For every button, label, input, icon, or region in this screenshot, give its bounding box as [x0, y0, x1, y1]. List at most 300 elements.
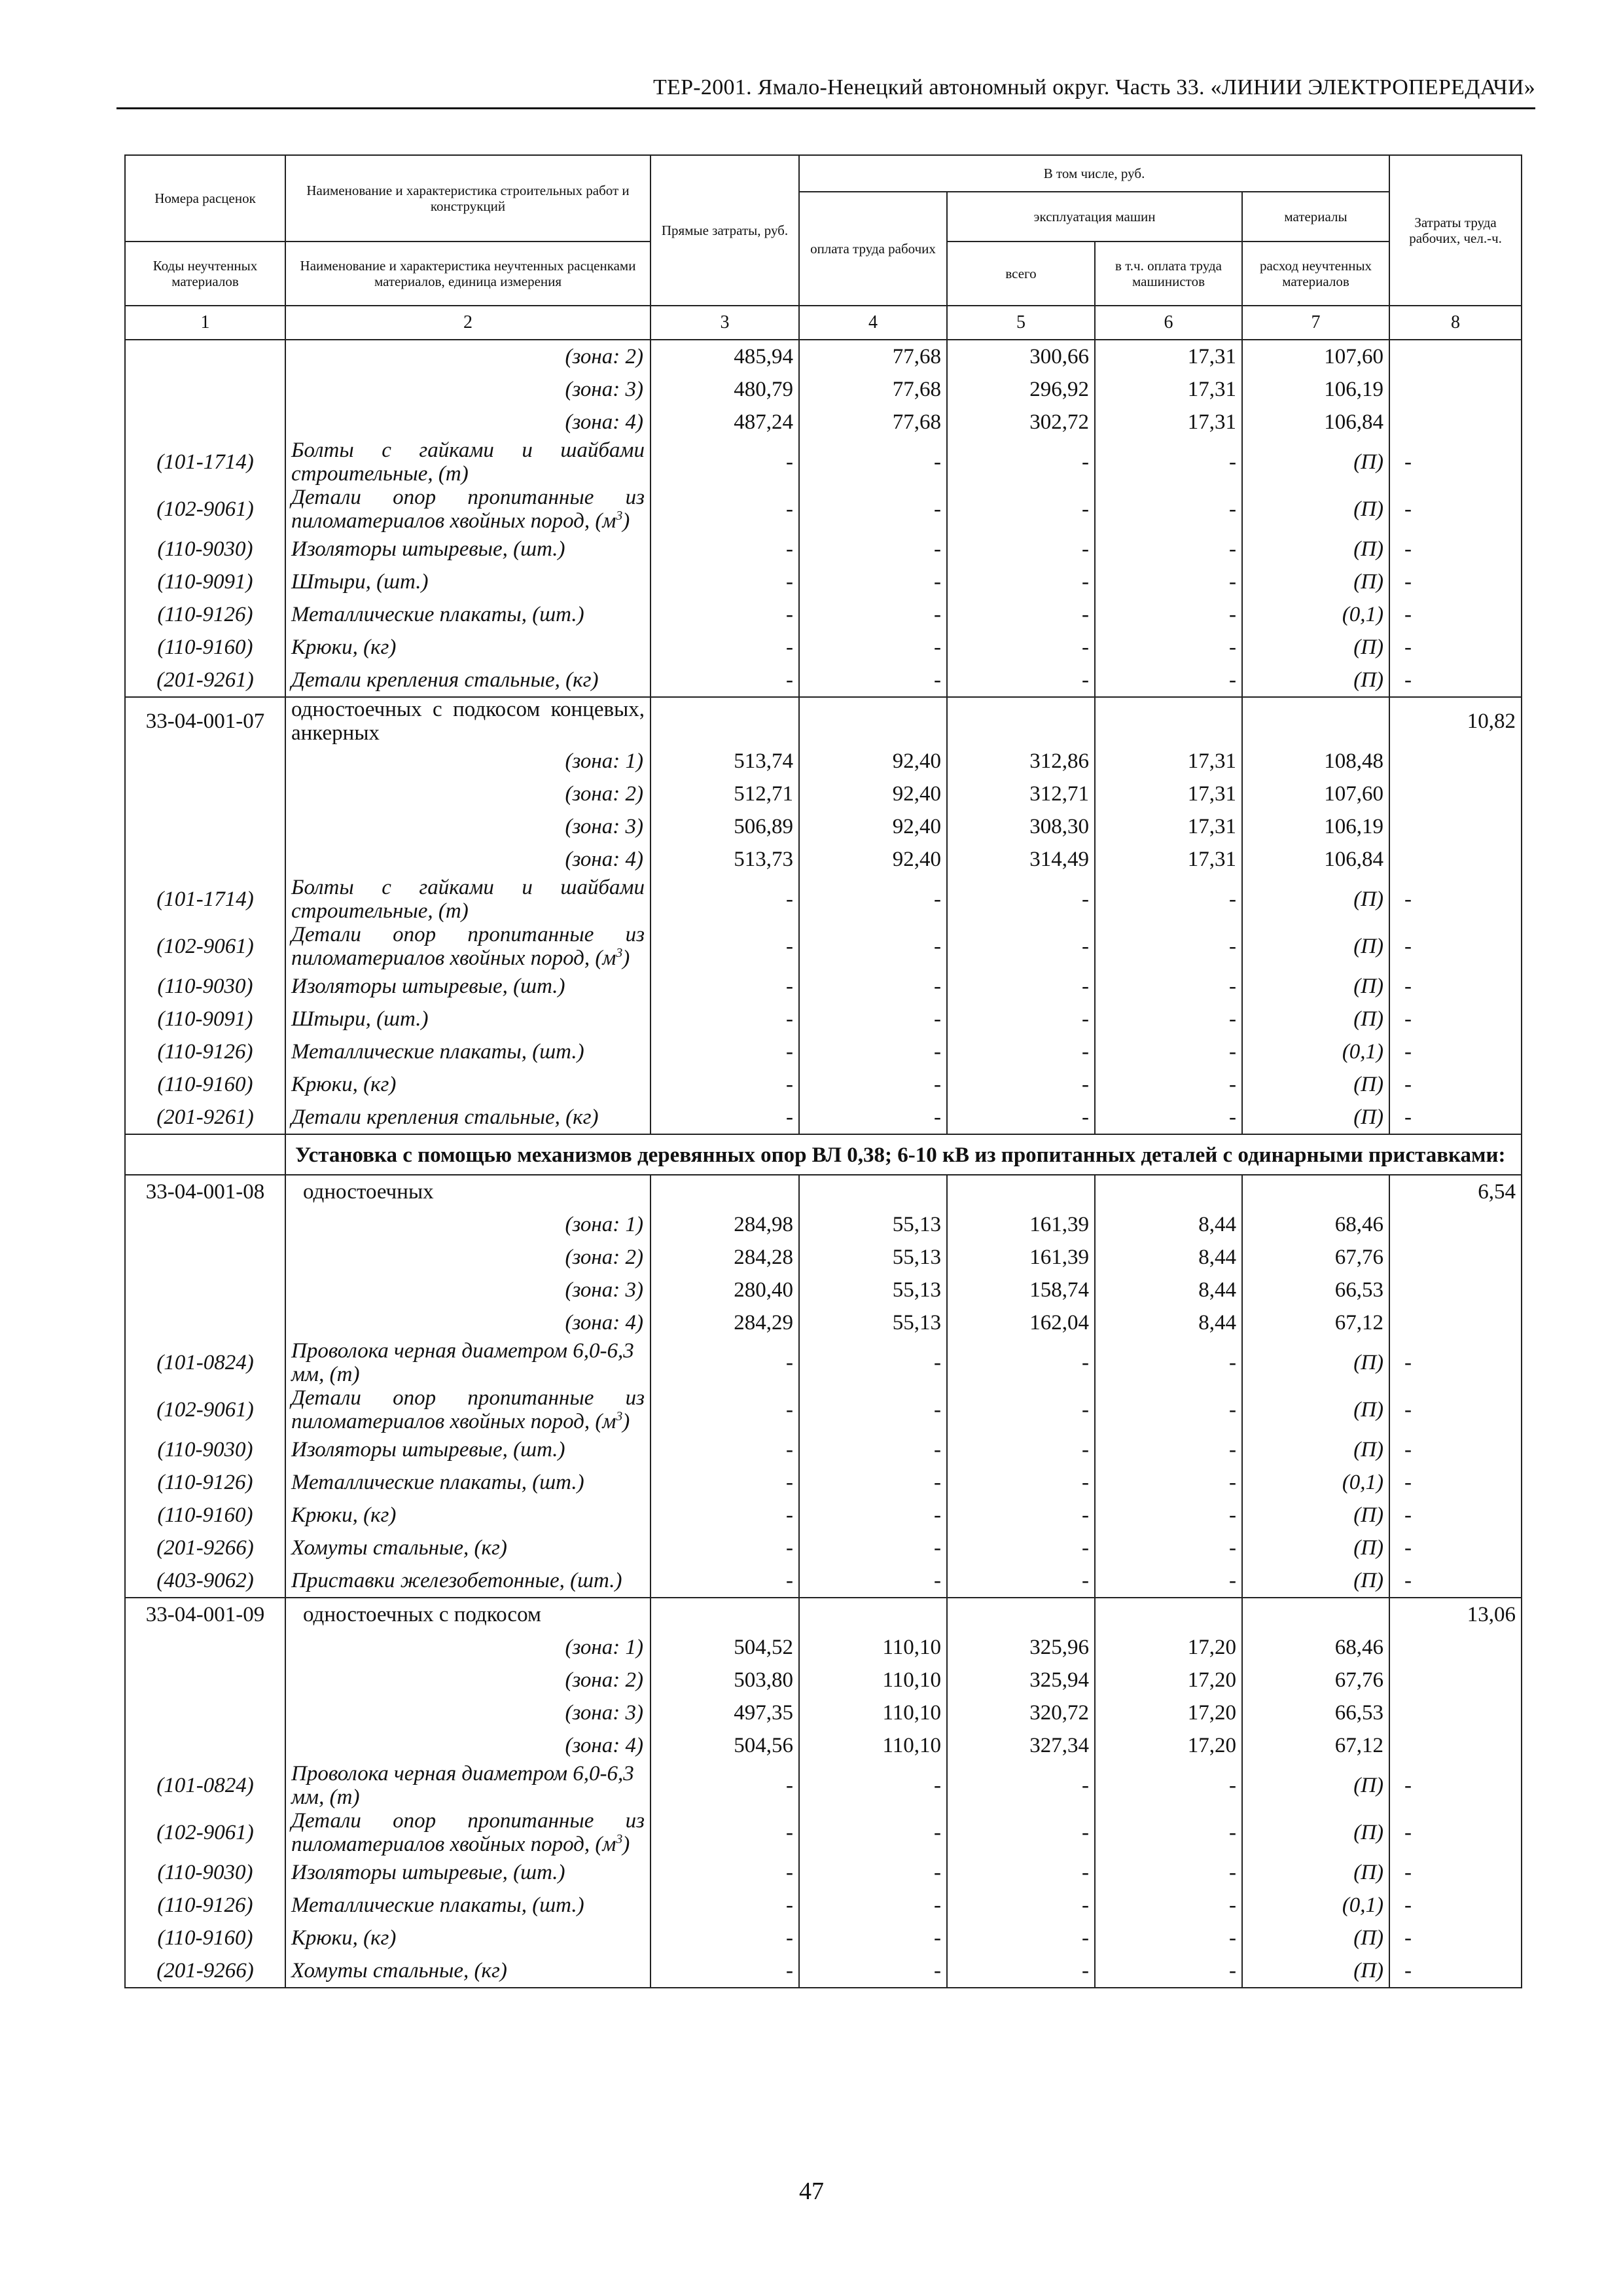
dash: -	[947, 631, 1095, 664]
materials: 67,76	[1242, 1664, 1389, 1696]
machines-total: 325,96	[947, 1631, 1095, 1664]
material-code: (110-9126)	[125, 1466, 285, 1499]
material-qty: (П)	[1242, 1339, 1389, 1386]
material-qty: (П)	[1242, 486, 1389, 533]
dash: -	[651, 876, 799, 923]
material-qty: (П)	[1242, 1856, 1389, 1889]
dash: -	[651, 1954, 799, 1988]
material-row	[125, 1889, 1522, 1922]
labor-pay: 92,40	[799, 810, 947, 843]
colnum: 2	[285, 306, 651, 340]
machinist-pay: 17,31	[1095, 340, 1242, 373]
zone-label: (зона: 3)	[285, 810, 651, 843]
material-qty: (П)	[1242, 1068, 1389, 1101]
dash: -	[651, 664, 799, 697]
dash: -	[947, 923, 1095, 970]
colnum: 7	[1242, 306, 1389, 340]
section-title: Установка с помощью механизмов деревянных опор ВЛ 0,38; 6-10 кВ из пропитанных деталей с одинарными приставками:	[285, 1134, 1522, 1175]
material-row	[125, 1466, 1522, 1499]
dash: -	[651, 1386, 799, 1433]
materials: 107,60	[1242, 340, 1389, 373]
dash: -	[1389, 1101, 1522, 1134]
material-qty: (П)	[1242, 923, 1389, 970]
machines-total: 161,39	[947, 1208, 1095, 1241]
material-row	[125, 923, 1522, 970]
price-table	[124, 154, 1522, 1988]
machines-total: 296,92	[947, 373, 1095, 406]
machines-total: 320,72	[947, 1696, 1095, 1729]
material-name: Проволока черная диаметром 6,0-6,3 мм, (т)	[285, 1339, 651, 1386]
dash: -	[799, 598, 947, 631]
material-code: (110-9126)	[125, 598, 285, 631]
material-name: Штыри, (шт.)	[285, 565, 651, 598]
materials: 66,53	[1242, 1274, 1389, 1306]
dash: -	[651, 1922, 799, 1954]
dash: -	[799, 439, 947, 486]
dash: -	[651, 923, 799, 970]
material-name: Металлические плакаты, (шт.)	[285, 1035, 651, 1068]
material-code: (201-9261)	[125, 1101, 285, 1134]
dash: -	[1095, 970, 1242, 1003]
section-row	[125, 1134, 1522, 1175]
material-code: (201-9261)	[125, 664, 285, 697]
material-name: Крюки, (кг)	[285, 631, 651, 664]
material-row	[125, 1101, 1522, 1134]
material-code: (110-9091)	[125, 565, 285, 598]
rate-name: одностоечных	[285, 1175, 651, 1208]
table-body	[125, 340, 1522, 1988]
labor-pay: 77,68	[799, 340, 947, 373]
dash: -	[1095, 1068, 1242, 1101]
material-code: (110-9160)	[125, 1922, 285, 1954]
dash: -	[1389, 1499, 1522, 1532]
material-qty: (П)	[1242, 1101, 1389, 1134]
direct-cost: 485,94	[651, 340, 799, 373]
labor-pay: 55,13	[799, 1306, 947, 1339]
dash: -	[947, 1339, 1095, 1386]
direct-cost: 513,73	[651, 843, 799, 876]
material-code: (201-9266)	[125, 1532, 285, 1564]
labor-hours: 6,54	[1389, 1175, 1522, 1208]
material-code: (403-9062)	[125, 1564, 285, 1598]
superscript: 3	[616, 946, 623, 960]
material-row	[125, 1922, 1522, 1954]
machinist-pay: 8,44	[1095, 1306, 1242, 1339]
dash: -	[1095, 1762, 1242, 1809]
material-text: Детали опор пропитанные из пиломатериалов хвойных пород, (м	[291, 923, 645, 970]
dash: -	[651, 486, 799, 533]
machines-header: эксплуатация машин	[947, 192, 1242, 242]
col2-header-a: Наименование и характеристика строительных работ и конструкций	[285, 155, 651, 242]
dash: -	[651, 1101, 799, 1134]
dash: -	[1389, 533, 1522, 565]
material-code: (110-9030)	[125, 970, 285, 1003]
dash: -	[651, 1564, 799, 1598]
machines-total: 325,94	[947, 1664, 1095, 1696]
dash: -	[651, 1856, 799, 1889]
dash: -	[1095, 923, 1242, 970]
dash: -	[1389, 439, 1522, 486]
dash: -	[947, 1889, 1095, 1922]
material-row	[125, 1564, 1522, 1598]
material-name: Изоляторы штыревые, (шт.)	[285, 970, 651, 1003]
material-name: Хомуты стальные, (кг)	[285, 1532, 651, 1564]
zone-row	[125, 1306, 1522, 1339]
material-name: Изоляторы штыревые, (шт.)	[285, 533, 651, 565]
material-name: Металлические плакаты, (шт.)	[285, 598, 651, 631]
zone-row	[125, 1631, 1522, 1664]
material-qty: (0,1)	[1242, 598, 1389, 631]
dash: -	[799, 1035, 947, 1068]
machinist-pay: 17,20	[1095, 1664, 1242, 1696]
material-name: Изоляторы штыревые, (шт.)	[285, 1433, 651, 1466]
dash: -	[799, 664, 947, 697]
rate-code: 33-04-001-09	[125, 1598, 285, 1631]
labor-pay: 92,40	[799, 778, 947, 810]
machinist-pay: 17,31	[1095, 843, 1242, 876]
materials: 66,53	[1242, 1696, 1389, 1729]
colnum: 5	[947, 306, 1095, 340]
material-row	[125, 486, 1522, 533]
material-qty: (П)	[1242, 1386, 1389, 1433]
material-name: Крюки, (кг)	[285, 1922, 651, 1954]
machinist-pay: 8,44	[1095, 1208, 1242, 1241]
machinist-pay: 17,31	[1095, 810, 1242, 843]
direct-cost: 487,24	[651, 406, 799, 439]
material-code: (101-1714)	[125, 876, 285, 923]
labor-pay: 55,13	[799, 1208, 947, 1241]
material-name	[285, 1386, 651, 1433]
dash: -	[1389, 1954, 1522, 1988]
dash: -	[947, 1922, 1095, 1954]
zone-row	[125, 778, 1522, 810]
dash: -	[1095, 876, 1242, 923]
zone-label: (зона: 4)	[285, 1306, 651, 1339]
zone-row	[125, 1729, 1522, 1762]
dash: -	[947, 1564, 1095, 1598]
material-text: )	[622, 509, 630, 533]
material-qty: (П)	[1242, 1499, 1389, 1532]
zone-row	[125, 843, 1522, 876]
zone-label: (зона: 1)	[285, 745, 651, 778]
dash: -	[651, 533, 799, 565]
material-name	[285, 486, 651, 533]
dash: -	[1095, 1922, 1242, 1954]
labor-pay: 55,13	[799, 1241, 947, 1274]
dash: -	[1389, 1003, 1522, 1035]
material-qty: (П)	[1242, 1003, 1389, 1035]
zone-label: (зона: 1)	[285, 1631, 651, 1664]
material-text: )	[622, 946, 630, 970]
dash: -	[799, 1466, 947, 1499]
material-code: (110-9126)	[125, 1889, 285, 1922]
dash: -	[651, 598, 799, 631]
dash: -	[799, 1068, 947, 1101]
col8-header: Затраты труда рабочих, чел.-ч.	[1389, 155, 1522, 306]
dash: -	[651, 439, 799, 486]
zone-label: (зона: 4)	[285, 843, 651, 876]
dash: -	[1095, 1433, 1242, 1466]
materials: 106,84	[1242, 843, 1389, 876]
dash: -	[947, 1035, 1095, 1068]
dash: -	[1095, 1466, 1242, 1499]
material-code: (110-9160)	[125, 631, 285, 664]
material-text: )	[622, 1410, 630, 1433]
material-code: (102-9061)	[125, 1809, 285, 1856]
material-row	[125, 1499, 1522, 1532]
zone-row	[125, 745, 1522, 778]
material-text: Детали опор пропитанные из пиломатериалов хвойных пород, (м	[291, 1809, 645, 1856]
zone-row	[125, 1241, 1522, 1274]
material-qty: (П)	[1242, 565, 1389, 598]
materials: 67,76	[1242, 1241, 1389, 1274]
dash: -	[1095, 1532, 1242, 1564]
material-code: (110-9030)	[125, 1433, 285, 1466]
page-number: 47	[799, 2178, 824, 2205]
dash: -	[1095, 1954, 1242, 1988]
material-qty: (П)	[1242, 1954, 1389, 1988]
material-text: Детали опор пропитанные из пиломатериалов хвойных пород, (м	[291, 486, 645, 533]
dash: -	[947, 1954, 1095, 1988]
material-row	[125, 1386, 1522, 1433]
material-row	[125, 1532, 1522, 1564]
zone-row	[125, 340, 1522, 373]
rate-name: одностоечных с подкосом	[285, 1598, 651, 1631]
dash: -	[947, 1003, 1095, 1035]
dash: -	[1389, 1466, 1522, 1499]
material-row	[125, 1068, 1522, 1101]
machines-total: 158,74	[947, 1274, 1095, 1306]
table-header	[125, 155, 1522, 340]
machinist-pay: 8,44	[1095, 1274, 1242, 1306]
zone-row	[125, 1664, 1522, 1696]
dash: -	[1095, 486, 1242, 533]
dash: -	[799, 1386, 947, 1433]
machines-total: 302,72	[947, 406, 1095, 439]
labor-hours: 13,06	[1389, 1598, 1522, 1631]
labor-pay: 110,10	[799, 1696, 947, 1729]
dash: -	[947, 1762, 1095, 1809]
colnum: 4	[799, 306, 947, 340]
machines-total: 314,49	[947, 843, 1095, 876]
material-qty: (П)	[1242, 1564, 1389, 1598]
rate-name: одностоечных с подкосом концевых, анкерных	[285, 697, 651, 745]
material-name	[285, 1809, 651, 1856]
dash: -	[1095, 1339, 1242, 1386]
dash: -	[1389, 664, 1522, 697]
machines-total: 312,71	[947, 778, 1095, 810]
col5-header: всего	[947, 242, 1095, 306]
material-code: (101-0824)	[125, 1339, 285, 1386]
machinist-pay: 17,31	[1095, 778, 1242, 810]
col1-header-b: Коды неучтенных материалов	[125, 242, 285, 306]
column-numbers	[125, 306, 1522, 340]
machinist-pay: 17,20	[1095, 1729, 1242, 1762]
material-code: (110-9160)	[125, 1499, 285, 1532]
material-code: (110-9030)	[125, 1856, 285, 1889]
zone-label: (зона: 3)	[285, 1696, 651, 1729]
machines-total: 312,86	[947, 745, 1095, 778]
labor-pay: 92,40	[799, 843, 947, 876]
zone-row	[125, 810, 1522, 843]
direct-cost: 284,29	[651, 1306, 799, 1339]
machinist-pay: 17,20	[1095, 1696, 1242, 1729]
dash: -	[651, 1433, 799, 1466]
dash: -	[947, 1466, 1095, 1499]
colnum: 1	[125, 306, 285, 340]
materials: 106,19	[1242, 810, 1389, 843]
zone-label: (зона: 2)	[285, 1241, 651, 1274]
material-name: Болты с гайками и шайбами строительные, (т)	[285, 876, 651, 923]
labor-pay: 110,10	[799, 1729, 947, 1762]
dash: -	[947, 876, 1095, 923]
material-code: (102-9061)	[125, 486, 285, 533]
superscript: 3	[616, 1832, 623, 1846]
direct-cost: 284,98	[651, 1208, 799, 1241]
material-row	[125, 533, 1522, 565]
labor-pay: 92,40	[799, 745, 947, 778]
superscript: 3	[616, 509, 623, 523]
material-row	[125, 631, 1522, 664]
dash: -	[651, 1499, 799, 1532]
dash: -	[1389, 1762, 1522, 1809]
dash: -	[1095, 1003, 1242, 1035]
material-code: (102-9061)	[125, 923, 285, 970]
material-row	[125, 1035, 1522, 1068]
dash: -	[1095, 1499, 1242, 1532]
dash: -	[799, 1564, 947, 1598]
material-name: Металлические плакаты, (шт.)	[285, 1889, 651, 1922]
direct-cost: 512,71	[651, 778, 799, 810]
material-name: Приставки железобетонные, (шт.)	[285, 1564, 651, 1598]
rate-row	[125, 1175, 1522, 1208]
material-qty: (П)	[1242, 970, 1389, 1003]
material-text: )	[622, 1833, 630, 1856]
dash: -	[947, 1101, 1095, 1134]
material-code: (110-9126)	[125, 1035, 285, 1068]
dash: -	[947, 1856, 1095, 1889]
dash: -	[1095, 565, 1242, 598]
dash: -	[799, 565, 947, 598]
material-qty: (П)	[1242, 664, 1389, 697]
dash: -	[1095, 533, 1242, 565]
dash: -	[1095, 1101, 1242, 1134]
material-code: (110-9160)	[125, 1068, 285, 1101]
zone-row	[125, 406, 1522, 439]
material-row	[125, 664, 1522, 697]
machines-total: 327,34	[947, 1729, 1095, 1762]
page-header: ТЕР-2001. Ямало-Ненецкий автономный округ. Часть 33. «ЛИНИИ ЭЛЕКТРОПЕРЕДАЧИ»	[116, 73, 1535, 109]
dash: -	[799, 1922, 947, 1954]
dash: -	[947, 533, 1095, 565]
material-name: Детали крепления стальные, (кг)	[285, 664, 651, 697]
machines-total: 300,66	[947, 340, 1095, 373]
dash: -	[1389, 1068, 1522, 1101]
dash: -	[1095, 1889, 1242, 1922]
col7-header: расход неучтенных материалов	[1242, 242, 1389, 306]
dash: -	[1095, 1856, 1242, 1889]
dash: -	[651, 565, 799, 598]
material-qty: (П)	[1242, 631, 1389, 664]
dash: -	[1389, 1889, 1522, 1922]
dash: -	[799, 1809, 947, 1856]
material-row	[125, 565, 1522, 598]
col6-header: в т.ч. оплата труда машинистов	[1095, 242, 1242, 306]
dash: -	[799, 1101, 947, 1134]
material-qty: (0,1)	[1242, 1466, 1389, 1499]
material-code: (110-9091)	[125, 1003, 285, 1035]
labor-pay: 110,10	[799, 1631, 947, 1664]
dash: -	[1095, 1035, 1242, 1068]
material-code: (101-0824)	[125, 1762, 285, 1809]
dash: -	[947, 565, 1095, 598]
colnum: 3	[651, 306, 799, 340]
dash: -	[1095, 1386, 1242, 1433]
col1-header-a: Номера расценок	[125, 155, 285, 242]
dash: -	[651, 631, 799, 664]
materials: 108,48	[1242, 745, 1389, 778]
machines-total: 162,04	[947, 1306, 1095, 1339]
material-name: Детали крепления стальные, (кг)	[285, 1101, 651, 1134]
material-name: Крюки, (кг)	[285, 1068, 651, 1101]
direct-cost: 506,89	[651, 810, 799, 843]
dash: -	[1389, 565, 1522, 598]
dash: -	[947, 1809, 1095, 1856]
direct-cost: 280,40	[651, 1274, 799, 1306]
material-qty: (0,1)	[1242, 1889, 1389, 1922]
materials: 106,84	[1242, 406, 1389, 439]
materials: 68,46	[1242, 1208, 1389, 1241]
zone-label: (зона: 3)	[285, 1274, 651, 1306]
material-row	[125, 1339, 1522, 1386]
material-name: Хомуты стальные, (кг)	[285, 1954, 651, 1988]
material-row	[125, 1856, 1522, 1889]
col3-header: Прямые затраты, руб.	[651, 155, 799, 306]
dash: -	[799, 1433, 947, 1466]
rate-code: 33-04-001-08	[125, 1175, 285, 1208]
material-row	[125, 1003, 1522, 1035]
dash: -	[947, 1068, 1095, 1101]
dash: -	[799, 486, 947, 533]
direct-cost: 504,56	[651, 1729, 799, 1762]
dash: -	[799, 1499, 947, 1532]
labor-pay: 110,10	[799, 1664, 947, 1696]
material-qty: (П)	[1242, 439, 1389, 486]
dash: -	[799, 1889, 947, 1922]
dash: -	[799, 1954, 947, 1988]
dash: -	[799, 923, 947, 970]
material-row	[125, 1433, 1522, 1466]
material-name: Металлические плакаты, (шт.)	[285, 1466, 651, 1499]
dash: -	[1389, 923, 1522, 970]
machinist-pay: 17,31	[1095, 406, 1242, 439]
rate-row	[125, 1598, 1522, 1631]
material-name: Изоляторы штыревые, (шт.)	[285, 1856, 651, 1889]
dash: -	[947, 1532, 1095, 1564]
dash: -	[799, 631, 947, 664]
labor-pay: 77,68	[799, 373, 947, 406]
zone-label: (зона: 2)	[285, 340, 651, 373]
dash: -	[799, 1003, 947, 1035]
dash: -	[1095, 439, 1242, 486]
material-name: Крюки, (кг)	[285, 1499, 651, 1532]
dash: -	[1095, 1809, 1242, 1856]
labor-pay: 55,13	[799, 1274, 947, 1306]
direct-cost: 480,79	[651, 373, 799, 406]
material-name: Штыри, (шт.)	[285, 1003, 651, 1035]
direct-cost: 504,52	[651, 1631, 799, 1664]
dash: -	[1389, 876, 1522, 923]
